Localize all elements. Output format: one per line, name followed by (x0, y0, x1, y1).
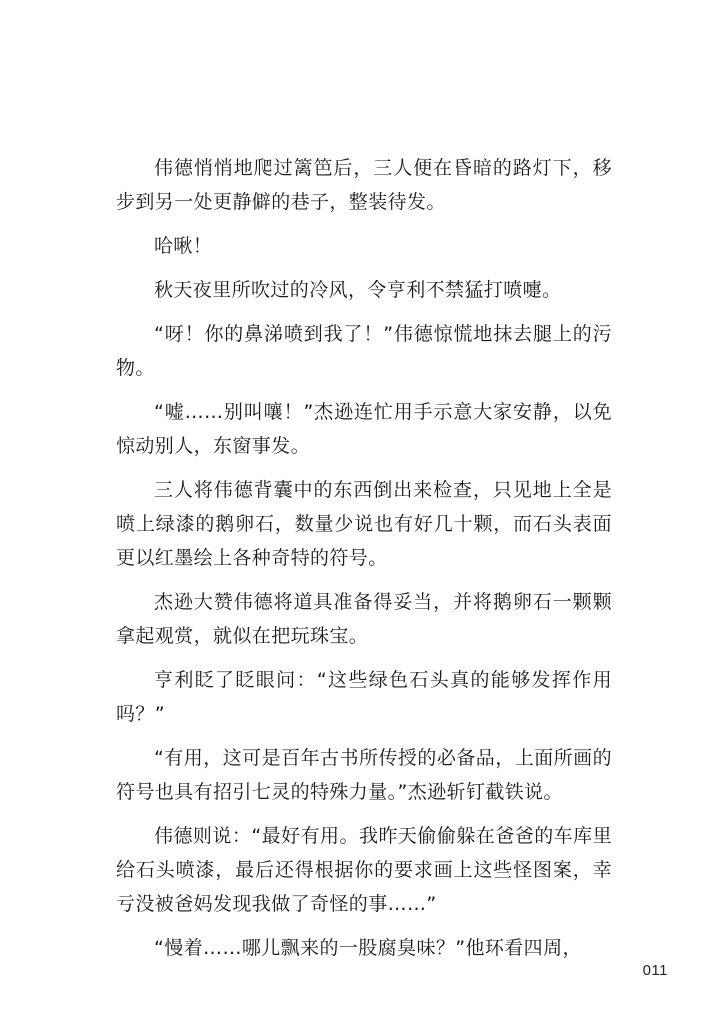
paragraph: 三人将伟德背囊中的东西倒出来检查，只见地上全是喷上绿漆的鹅卵石，数量少说也有好几十颗，而石头表面更以红墨绘上各种奇特的符号。 (116, 479, 612, 569)
paragraph: 伟德悄悄地爬过篱笆后，三人便在昏暗的路灯下，移步到另一处更静僻的巷子，整装待发。 (116, 157, 612, 213)
paragraph: 亨利眨了眨眼问：“这些绿色石头真的能够发挥作用吗？” (116, 669, 612, 725)
page-number: 011 (642, 962, 668, 979)
paragraph: “慢着……哪儿飘来的一股腐臭味？”他环看四周， (154, 937, 582, 959)
paragraph: 伟德则说：“最好有用。我昨天偷偷躲在爸爸的车库里给石头喷漆，最后还得根据你的要求画上这些怪图案，幸亏没被爸妈发现我做了奇怪的事……” (116, 825, 612, 915)
paragraph: “嘘……别叫嚷！”杰逊连忙用手示意大家安静，以免惊动别人，东窗事发。 (116, 401, 612, 457)
paragraph: 秋天夜里所吹过的冷风，令亨利不禁猛打喷嚏。 (154, 279, 562, 301)
paragraph: “呀！你的鼻涕喷到我了！”伟德惊慌地抹去腿上的污物。 (116, 323, 612, 379)
paragraph: 哈啾！ (154, 235, 213, 257)
paragraph: “有用，这可是百年古书所传授的必备品，上面所画的符号也具有招引七灵的特殊力量。”杰逊斩钉截铁说。 (116, 747, 612, 803)
paragraph: 杰逊大赞伟德将道具准备得妥当，并将鹅卵石一颗颗拿起观赏，就似在把玩珠宝。 (116, 591, 612, 647)
body-text (116, 151, 612, 965)
